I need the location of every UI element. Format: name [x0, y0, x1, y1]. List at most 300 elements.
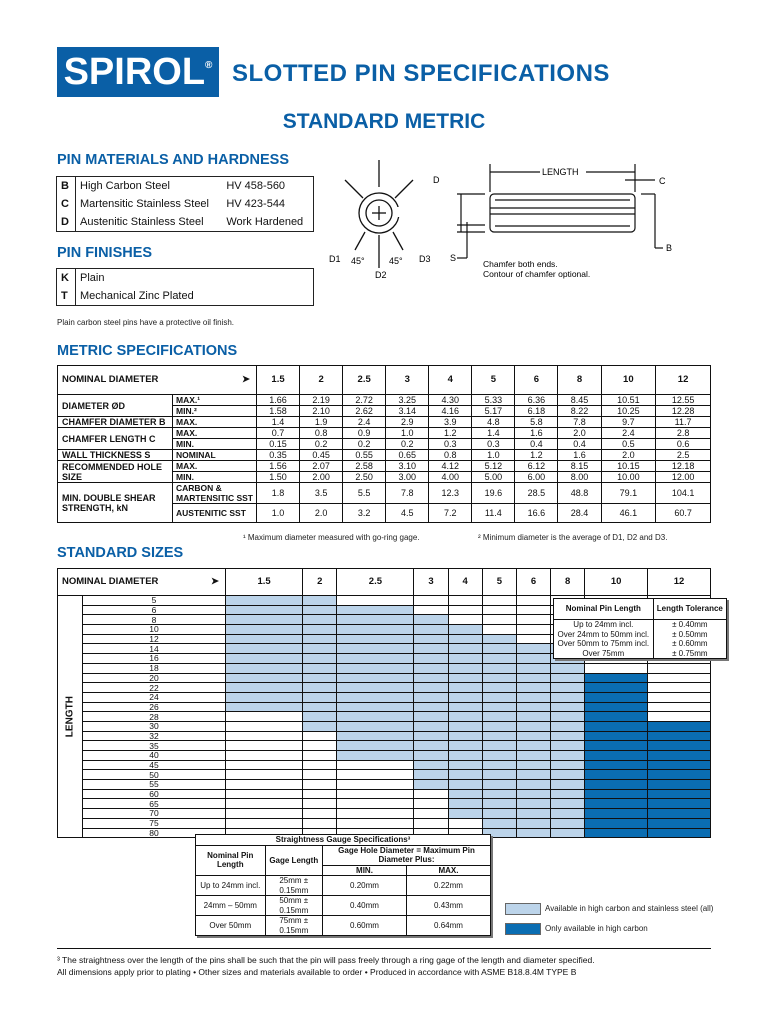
length-value: 45 [83, 760, 226, 770]
spec-row-label: RECOMMENDED HOLE SIZE [58, 461, 173, 483]
spec-header-diameter: 2 [300, 366, 343, 395]
straightness-range: Over 50mm [196, 916, 266, 936]
availability-cell [337, 605, 414, 615]
sizes-header-diameter: 2.5 [337, 569, 414, 596]
material-code: C [57, 195, 76, 213]
availability-cell [226, 751, 303, 761]
length-row [58, 721, 711, 731]
availability-cell [482, 780, 516, 790]
straightness-gage: 50mm ± 0.15mm [265, 896, 322, 916]
availability-cell [303, 673, 337, 683]
availability-cell [303, 721, 337, 731]
availability-cell [226, 615, 303, 625]
availability-cell [516, 789, 550, 799]
availability-cell [648, 683, 711, 693]
availability-cell [337, 625, 414, 635]
length-row [58, 702, 711, 712]
spec-cell: 0.3 [429, 439, 472, 450]
tolerance-value: ± 0.40mm [672, 620, 708, 629]
spec-cell: 1.8 [257, 483, 300, 504]
availability-cell [648, 692, 711, 702]
registered-mark: ® [205, 59, 213, 71]
tolerance-value: ± 0.75mm [672, 648, 708, 658]
spec-cell: 0.4 [515, 439, 558, 450]
straightness-max: MAX. [406, 865, 490, 876]
availability-cell [337, 799, 414, 809]
availability-cell [585, 673, 648, 683]
label-d3: D3 [419, 254, 431, 264]
spec-row-sublabel: MAX. [173, 417, 257, 428]
spec-cell: 6.12 [515, 461, 558, 472]
spec-row [58, 417, 711, 428]
label-d1: D1 [329, 254, 341, 264]
availability-cell [482, 673, 516, 683]
finish-row [57, 287, 314, 306]
material-name: Austenitic Stainless Steel [80, 216, 204, 228]
availability-cell [585, 780, 648, 790]
spec-cell: 10.00 [601, 472, 656, 483]
spec-cell: 28.4 [558, 504, 601, 523]
availability-cell [337, 683, 414, 693]
spec-cell: 0.5 [601, 439, 656, 450]
spec-cell: 4.8 [472, 417, 515, 428]
length-row [58, 692, 711, 702]
spec-row-sublabel: MAX. [173, 461, 257, 472]
availability-cell [516, 828, 550, 838]
availability-cell [516, 625, 550, 635]
availability-cell [226, 721, 303, 731]
spec-cell: 4.16 [429, 406, 472, 417]
pin-diagram [325, 150, 725, 280]
availability-cell [516, 634, 550, 644]
spec-row-sublabel: CARBON & MARTENSITIC SST [173, 483, 257, 504]
availability-cell [648, 721, 711, 731]
availability-cell [482, 770, 516, 780]
finish-name: Mechanical Zinc Plated [80, 290, 194, 302]
spec-cell: 0.2 [343, 439, 386, 450]
availability-cell [337, 644, 414, 654]
spec-cell: 48.8 [558, 483, 601, 504]
spec-cell: 5.17 [472, 406, 515, 417]
length-row [58, 770, 711, 780]
length-value: 6 [83, 605, 226, 615]
length-value: 5 [83, 596, 226, 606]
tolerance-col2: Length Tolerance [653, 599, 726, 620]
availability-cell [226, 654, 303, 664]
availability-cell [226, 644, 303, 654]
length-value: 70 [83, 809, 226, 819]
tolerance-value: ± 0.60mm [672, 639, 708, 648]
spec-cell: 0.15 [257, 439, 300, 450]
label-c: C [659, 176, 666, 186]
availability-cell [585, 809, 648, 819]
availability-cell [414, 741, 448, 751]
spec-cell: 2.4 [343, 417, 386, 428]
availability-cell [516, 673, 550, 683]
availability-cell [551, 683, 585, 693]
availability-cell [337, 654, 414, 664]
finishes-table [56, 268, 314, 306]
availability-cell [303, 596, 337, 606]
length-value: 28 [83, 712, 226, 722]
availability-cell [482, 605, 516, 615]
availability-cell [337, 809, 414, 819]
spec-cell: 0.3 [472, 439, 515, 450]
spec-cell: 1.4 [257, 417, 300, 428]
chamfer-note-1: Chamfer both ends. [483, 259, 558, 269]
availability-cell [482, 751, 516, 761]
tolerance-row [554, 649, 727, 659]
straightness-col1: Nominal Pin Length [196, 845, 266, 876]
availability-cell [303, 625, 337, 635]
availability-cell [516, 818, 550, 828]
availability-cell [585, 663, 648, 673]
spec-cell: 2.4 [601, 428, 656, 439]
spec-cell: 0.2 [386, 439, 429, 450]
availability-cell [414, 625, 448, 635]
spec-cell: 0.65 [386, 450, 429, 461]
availability-cell [226, 663, 303, 673]
footnote-min: ² Minimum diameter is the average of D1, D2 and D3. [478, 533, 668, 542]
spec-cell: 1.0 [257, 504, 300, 523]
availability-cell [414, 712, 448, 722]
spec-cell: 1.9 [300, 417, 343, 428]
spec-cell: 104.1 [656, 483, 711, 504]
sizes-header-diameter: 1.5 [226, 569, 303, 596]
material-hardness: HV 423-544 [226, 198, 286, 210]
availability-cell [516, 741, 550, 751]
sizes-header-row [58, 569, 711, 596]
availability-cell [414, 692, 448, 702]
spec-cell: 0.9 [343, 428, 386, 439]
spec-row-label: WALL THICKNESS S [58, 450, 173, 461]
tolerance-range: Over 75mm [554, 649, 654, 659]
sizes-header-diameter: 10 [585, 569, 648, 596]
spec-cell: 0.8 [300, 428, 343, 439]
spec-header-diameter: 1.5 [257, 366, 300, 395]
length-value: 60 [83, 789, 226, 799]
availability-cell [648, 741, 711, 751]
availability-cell [551, 789, 585, 799]
spec-cell: 1.56 [257, 461, 300, 472]
length-row [58, 663, 711, 673]
spec-cell: 2.8 [656, 428, 711, 439]
availability-cell [482, 731, 516, 741]
length-row [58, 712, 711, 722]
availability-cell [414, 780, 448, 790]
spec-cell: 0.6 [656, 439, 711, 450]
straightness-max-value: 0.22mm [406, 876, 490, 896]
straightness-gage: 25mm ± 0.15mm [265, 876, 322, 896]
availability-cell [337, 741, 414, 751]
chamfer-note-2: Contour of chamfer optional. [483, 269, 591, 279]
spec-header-diameter: 10 [601, 366, 656, 395]
availability-cell [482, 625, 516, 635]
availability-cell [414, 799, 448, 809]
straightness-max-value: 0.43mm [406, 896, 490, 916]
spec-cell: 2.5 [656, 450, 711, 461]
spec-cell: 3.14 [386, 406, 429, 417]
tolerance-row [554, 630, 727, 640]
availability-cell [414, 634, 448, 644]
spec-cell: 0.8 [429, 450, 472, 461]
spec-cell: 2.0 [601, 450, 656, 461]
availability-cell [448, 615, 482, 625]
spec-header-diameter: 5 [472, 366, 515, 395]
availability-cell [226, 596, 303, 606]
availability-cell [414, 644, 448, 654]
availability-cell [414, 615, 448, 625]
availability-cell [448, 799, 482, 809]
spec-row-sublabel: MAX. [173, 428, 257, 439]
spec-cell: 6.18 [515, 406, 558, 417]
availability-cell [551, 712, 585, 722]
availability-cell [337, 673, 414, 683]
length-value: 22 [83, 683, 226, 693]
availability-cell [226, 702, 303, 712]
label-d: D [433, 175, 440, 185]
spec-cell: 1.2 [429, 428, 472, 439]
availability-cell [585, 818, 648, 828]
spec-cell: 0.2 [300, 439, 343, 450]
materials-heading: PIN MATERIALS AND HARDNESS [57, 152, 290, 168]
availability-cell [303, 731, 337, 741]
tolerance-value: ± 0.50mm [672, 629, 708, 639]
length-value: 24 [83, 692, 226, 702]
availability-cell [551, 760, 585, 770]
availability-cell [303, 644, 337, 654]
availability-cell [482, 615, 516, 625]
material-name: High Carbon Steel [80, 180, 170, 192]
availability-cell [516, 799, 550, 809]
legend-dark-text: Only available in high carbon [545, 924, 648, 933]
arrow-right-icon: ➤ [242, 374, 250, 385]
spec-header-diameter: 12 [656, 366, 711, 395]
availability-cell [648, 731, 711, 741]
availability-cell [414, 654, 448, 664]
availability-cell [303, 770, 337, 780]
standard-heading: STANDARD SIZES [57, 545, 184, 561]
page-subtitle: STANDARD METRIC [282, 110, 486, 133]
footer-divider [57, 948, 711, 949]
spec-cell: 12.3 [429, 483, 472, 504]
availability-cell [482, 818, 516, 828]
availability-cell [585, 692, 648, 702]
spec-cell: 3.9 [429, 417, 472, 428]
length-value: 10 [83, 625, 226, 635]
spec-row-sublabel: NOMINAL [173, 450, 257, 461]
spec-cell: 1.6 [515, 428, 558, 439]
tolerance-header [554, 599, 727, 620]
availability-cell [226, 673, 303, 683]
footer [57, 954, 595, 978]
availability-cell [414, 605, 448, 615]
spec-cell: 79.1 [601, 483, 656, 504]
availability-cell [448, 702, 482, 712]
availability-cell [337, 712, 414, 722]
straightness-range: 24mm – 50mm [196, 896, 266, 916]
availability-cell [337, 702, 414, 712]
availability-cell [303, 605, 337, 615]
spec-cell: 4.00 [429, 472, 472, 483]
availability-cell [585, 828, 648, 838]
availability-cell [448, 731, 482, 741]
spec-cell: 1.4 [472, 428, 515, 439]
spec-cell: 3.25 [386, 395, 429, 406]
availability-cell [585, 760, 648, 770]
length-row [58, 683, 711, 693]
footer-line-1: ³ The straightness over the length of the pins shall be such that the pin will pass freely through a ring gage of the length and diameter specified. [57, 955, 595, 965]
tolerance-range: Over 24mm to 50mm incl. [554, 630, 654, 640]
availability-cell [551, 770, 585, 780]
spec-cell: 2.07 [300, 461, 343, 472]
availability-cell [482, 644, 516, 654]
length-row [58, 809, 711, 819]
availability-cell [585, 799, 648, 809]
spec-row-sublabel: MAX.¹ [173, 395, 257, 406]
tolerance-range: Over 50mm to 75mm incl. [554, 639, 654, 649]
spec-cell: 19.6 [472, 483, 515, 504]
availability-cell [516, 644, 550, 654]
availability-cell [516, 692, 550, 702]
availability-cell [414, 818, 448, 828]
footnote-max: ¹ Maximum diameter measured with go-ring gage. [243, 533, 420, 542]
spec-row [58, 428, 711, 439]
availability-cell [482, 789, 516, 799]
spec-row [58, 395, 711, 406]
availability-cell [551, 780, 585, 790]
availability-cell [585, 712, 648, 722]
availability-cell [448, 625, 482, 635]
spec-cell: 4.30 [429, 395, 472, 406]
availability-cell [448, 663, 482, 673]
availability-cell [226, 692, 303, 702]
availability-cell [482, 702, 516, 712]
spec-header-diameter: 6 [515, 366, 558, 395]
spec-row-sublabel: MIN.² [173, 406, 257, 417]
spec-cell: 1.66 [257, 395, 300, 406]
spec-cell: 2.62 [343, 406, 386, 417]
finish-code: T [57, 287, 76, 306]
material-code: D [57, 213, 76, 232]
availability-cell [648, 809, 711, 819]
straightness-row [196, 916, 491, 936]
availability-cell [648, 751, 711, 761]
sizes-header-diameter: 5 [482, 569, 516, 596]
length-value: 12 [83, 634, 226, 644]
availability-cell [516, 712, 550, 722]
availability-cell [226, 799, 303, 809]
availability-cell [303, 789, 337, 799]
availability-cell [448, 712, 482, 722]
spec-cell: 1.58 [257, 406, 300, 417]
availability-cell [448, 692, 482, 702]
length-value: 75 [83, 818, 226, 828]
straightness-min-value: 0.40mm [323, 896, 407, 916]
availability-cell [551, 828, 585, 838]
availability-cell [482, 596, 516, 606]
angle-right: 45° [389, 256, 403, 266]
finishes-heading: PIN FINISHES [57, 245, 153, 261]
length-row [58, 789, 711, 799]
tolerance-row [554, 620, 727, 630]
availability-cell [551, 818, 585, 828]
availability-cell [482, 809, 516, 819]
availability-cell [448, 683, 482, 693]
spec-cell: 0.55 [343, 450, 386, 461]
spec-row-label: CHAMFER LENGTH C [58, 428, 173, 450]
spec-cell: 1.2 [515, 450, 558, 461]
availability-cell [414, 673, 448, 683]
straightness-title: Straightness Gauge Specifications³ [196, 835, 491, 846]
length-row [58, 818, 711, 828]
availability-cell [585, 731, 648, 741]
tolerance-row [554, 639, 727, 649]
availability-cell [303, 712, 337, 722]
length-row [58, 673, 711, 683]
availability-cell [516, 654, 550, 664]
availability-cell [414, 721, 448, 731]
spec-cell: 11.7 [656, 417, 711, 428]
availability-cell [448, 634, 482, 644]
availability-cell [516, 702, 550, 712]
availability-cell [448, 644, 482, 654]
availability-cell [648, 760, 711, 770]
length-value: 50 [83, 770, 226, 780]
straightness-header [196, 845, 491, 865]
availability-cell [516, 721, 550, 731]
availability-cell [337, 818, 414, 828]
finish-name: Plain [80, 272, 105, 284]
availability-cell [226, 770, 303, 780]
arrow-right-icon: ➤ [211, 576, 219, 587]
spec-cell: 46.1 [601, 504, 656, 523]
availability-cell [648, 770, 711, 780]
availability-cell [337, 780, 414, 790]
availability-cell [516, 770, 550, 780]
spec-cell: 1.0 [386, 428, 429, 439]
availability-cell [551, 731, 585, 741]
spec-cell: 3.10 [386, 461, 429, 472]
availability-cell [226, 683, 303, 693]
spec-cell: 2.50 [343, 472, 386, 483]
availability-cell [648, 663, 711, 673]
availability-cell [482, 683, 516, 693]
availability-cell [414, 596, 448, 606]
availability-cell [303, 751, 337, 761]
spec-row-label: MIN. DOUBLE SHEAR STRENGTH, kN [58, 483, 173, 523]
availability-cell [648, 818, 711, 828]
availability-cell [337, 692, 414, 702]
availability-cell [516, 751, 550, 761]
availability-cell [303, 741, 337, 751]
availability-cell [448, 673, 482, 683]
availability-cell [551, 799, 585, 809]
availability-cell [516, 780, 550, 790]
page-title: SLOTTED PIN SPECIFICATIONS [232, 60, 610, 87]
availability-cell [516, 596, 550, 606]
availability-cell [226, 780, 303, 790]
availability-cell [303, 809, 337, 819]
availability-cell [648, 799, 711, 809]
spec-cell: 8.00 [558, 472, 601, 483]
spec-cell: 60.7 [656, 504, 711, 523]
availability-cell [551, 673, 585, 683]
availability-cell [482, 663, 516, 673]
length-row [58, 780, 711, 790]
availability-cell [585, 789, 648, 799]
straightness-col2: Gage Length [265, 845, 322, 876]
